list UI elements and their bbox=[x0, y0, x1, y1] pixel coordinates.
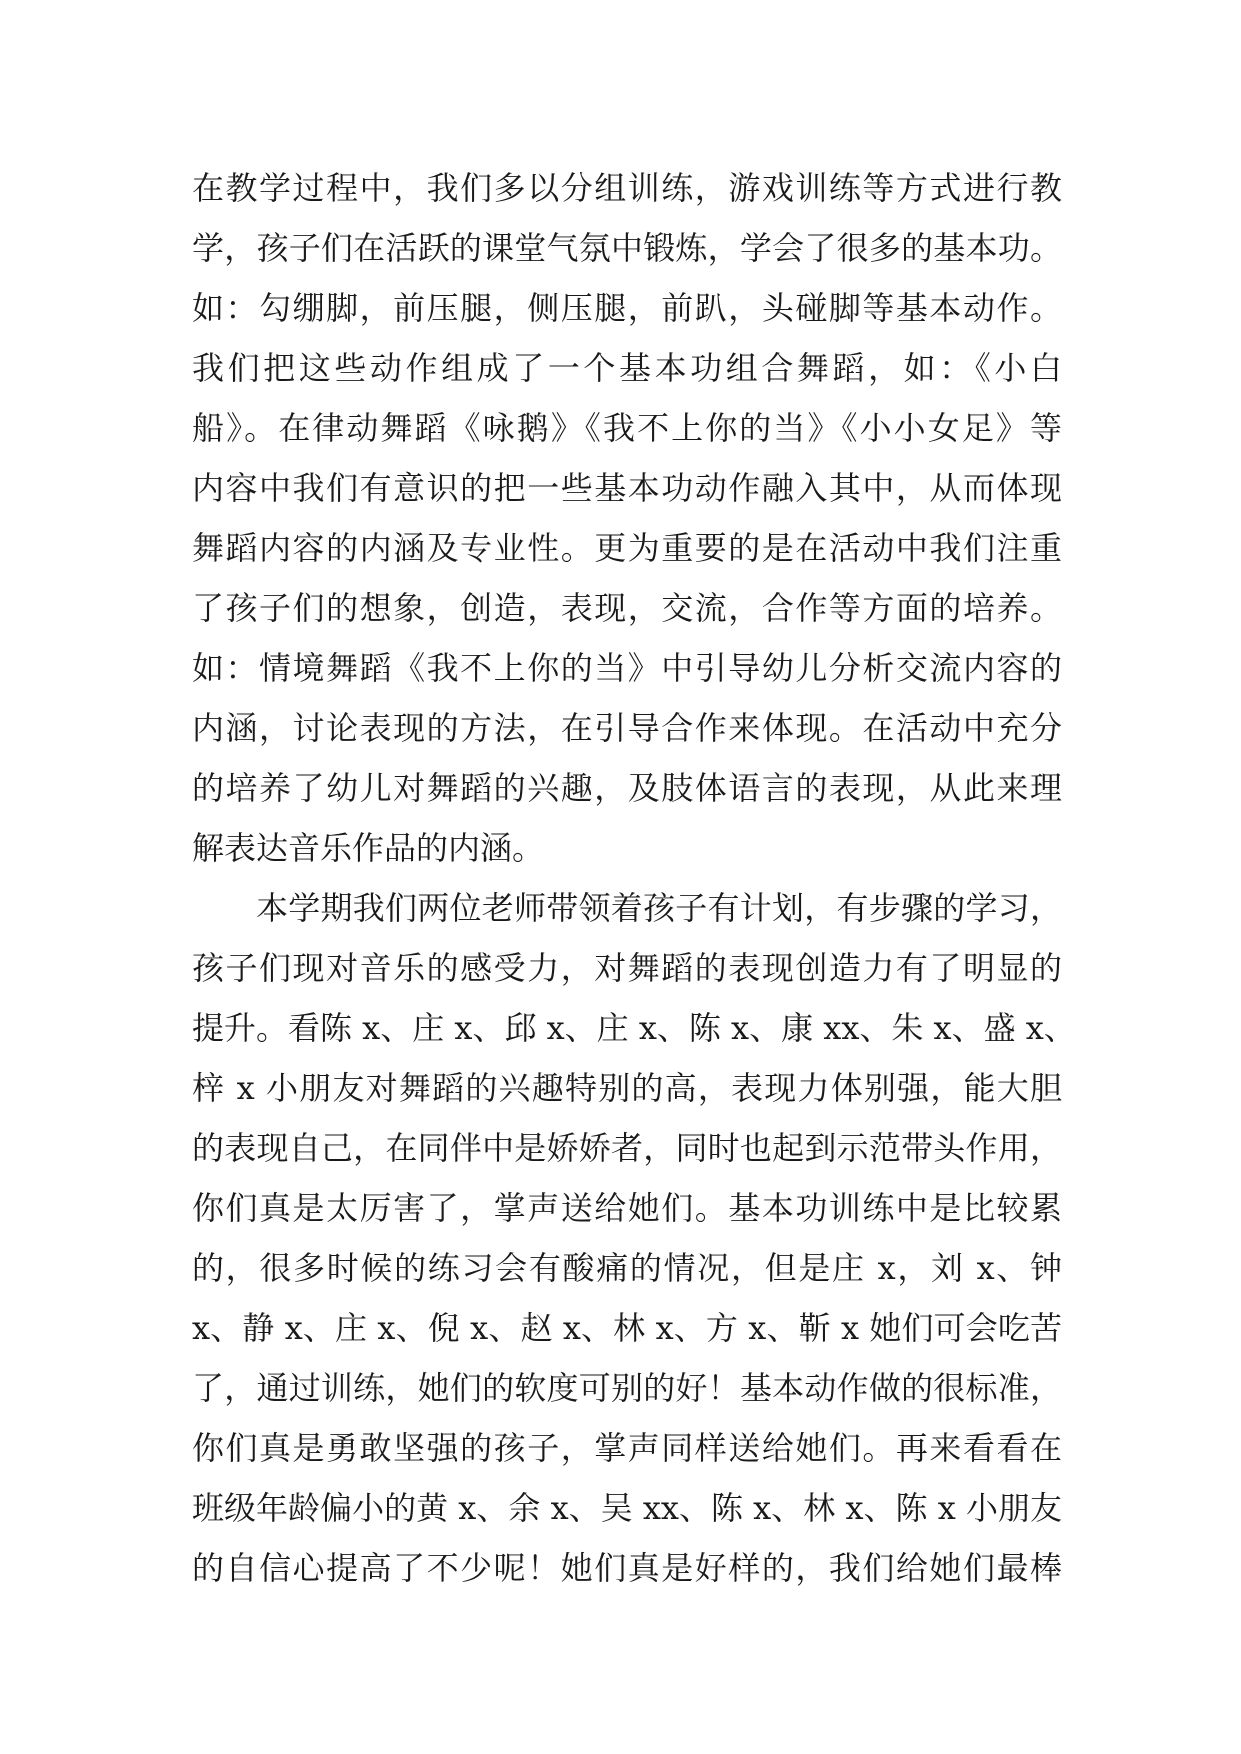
paragraph-1-line-11: 的培养了幼儿对舞蹈的兴趣，及肢体语言的表现，从此来理 bbox=[192, 769, 1062, 807]
paragraph-1-line-12: 解表达音乐作品的内涵。 bbox=[192, 829, 545, 867]
paragraph-2-line-8: x、静 x、庄 x、倪 x、赵 x、林 x、方 x、靳 x 她们可会吃苦 bbox=[192, 1309, 1062, 1347]
paragraph-2-line-11: 班级年龄偏小的黄 x、余 x、吴 xx、陈 x、林 x、陈 x 小朋友 bbox=[192, 1489, 1062, 1527]
paragraph-2-line-3: 提升。看陈 x、庄 x、邱 x、庄 x、陈 x、康 xx、朱 x、盛 x、 bbox=[192, 1009, 1076, 1047]
paragraph-1-line-2: 学，孩子们在活跃的课堂气氛中锻炼，学会了很多的基本功。 bbox=[192, 229, 1062, 267]
paragraph-1-line-10: 内涵，讨论表现的方法，在引导合作来体现。在活动中充分 bbox=[192, 709, 1062, 747]
paragraph-2-line-2: 孩子们现对音乐的感受力，对舞蹈的表现创造力有了明显的 bbox=[192, 949, 1062, 987]
paragraph-2-line-7: 的，很多时候的练习会有酸痛的情况，但是庄 x，刘 x、钟 bbox=[192, 1249, 1062, 1287]
paragraph-1-line-7: 舞蹈内容的内涵及专业性。更为重要的是在活动中我们注重 bbox=[192, 529, 1062, 567]
paragraph-1-line-1: 在教学过程中，我们多以分组训练，游戏训练等方式进行教 bbox=[192, 169, 1062, 207]
paragraph-1-line-5: 船》。在律动舞蹈《咏鹅》《我不上你的当》《小小女足》等 bbox=[192, 409, 1062, 447]
body-text bbox=[192, 158, 1076, 1598]
paragraph-2-line-6: 你们真是太厉害了，掌声送给她们。基本功训练中是比较累 bbox=[192, 1189, 1062, 1227]
paragraph-1-line-8: 了孩子们的想象，创造，表现，交流，合作等方面的培养。 bbox=[192, 589, 1062, 627]
paragraph-2-line-10: 你们真是勇敢坚强的孩子，掌声同样送给她们。再来看看在 bbox=[192, 1429, 1062, 1467]
paragraph-2-line-1: 本学期我们两位老师带领着孩子有计划，有步骤的学习， bbox=[256, 889, 1062, 927]
paragraph-1-line-3: 如：勾绷脚，前压腿，侧压腿，前趴，头碰脚等基本动作。 bbox=[192, 289, 1062, 327]
paragraph-2-line-12: 的自信心提高了不少呢！她们真是好样的，我们给她们最棒 bbox=[192, 1549, 1062, 1587]
paragraph-1-line-6: 内容中我们有意识的把一些基本功动作融入其中，从而体现 bbox=[192, 469, 1062, 507]
paragraph-1-line-9: 如：情境舞蹈《我不上你的当》中引导幼儿分析交流内容的 bbox=[192, 649, 1062, 687]
paragraph-1-line-4: 我们把这些动作组成了一个基本功组合舞蹈，如：《小白 bbox=[192, 349, 1062, 387]
paragraph-2-line-9: 了，通过训练，她们的软度可别的好！基本动作做的很标准， bbox=[192, 1369, 1062, 1407]
paragraph-2-line-5: 的表现自己，在同伴中是娇娇者，同时也起到示范带头作用， bbox=[192, 1129, 1062, 1167]
paragraph-2-line-4: 梓 x 小朋友对舞蹈的兴趣特别的高，表现力体别强，能大胆 bbox=[192, 1069, 1062, 1107]
